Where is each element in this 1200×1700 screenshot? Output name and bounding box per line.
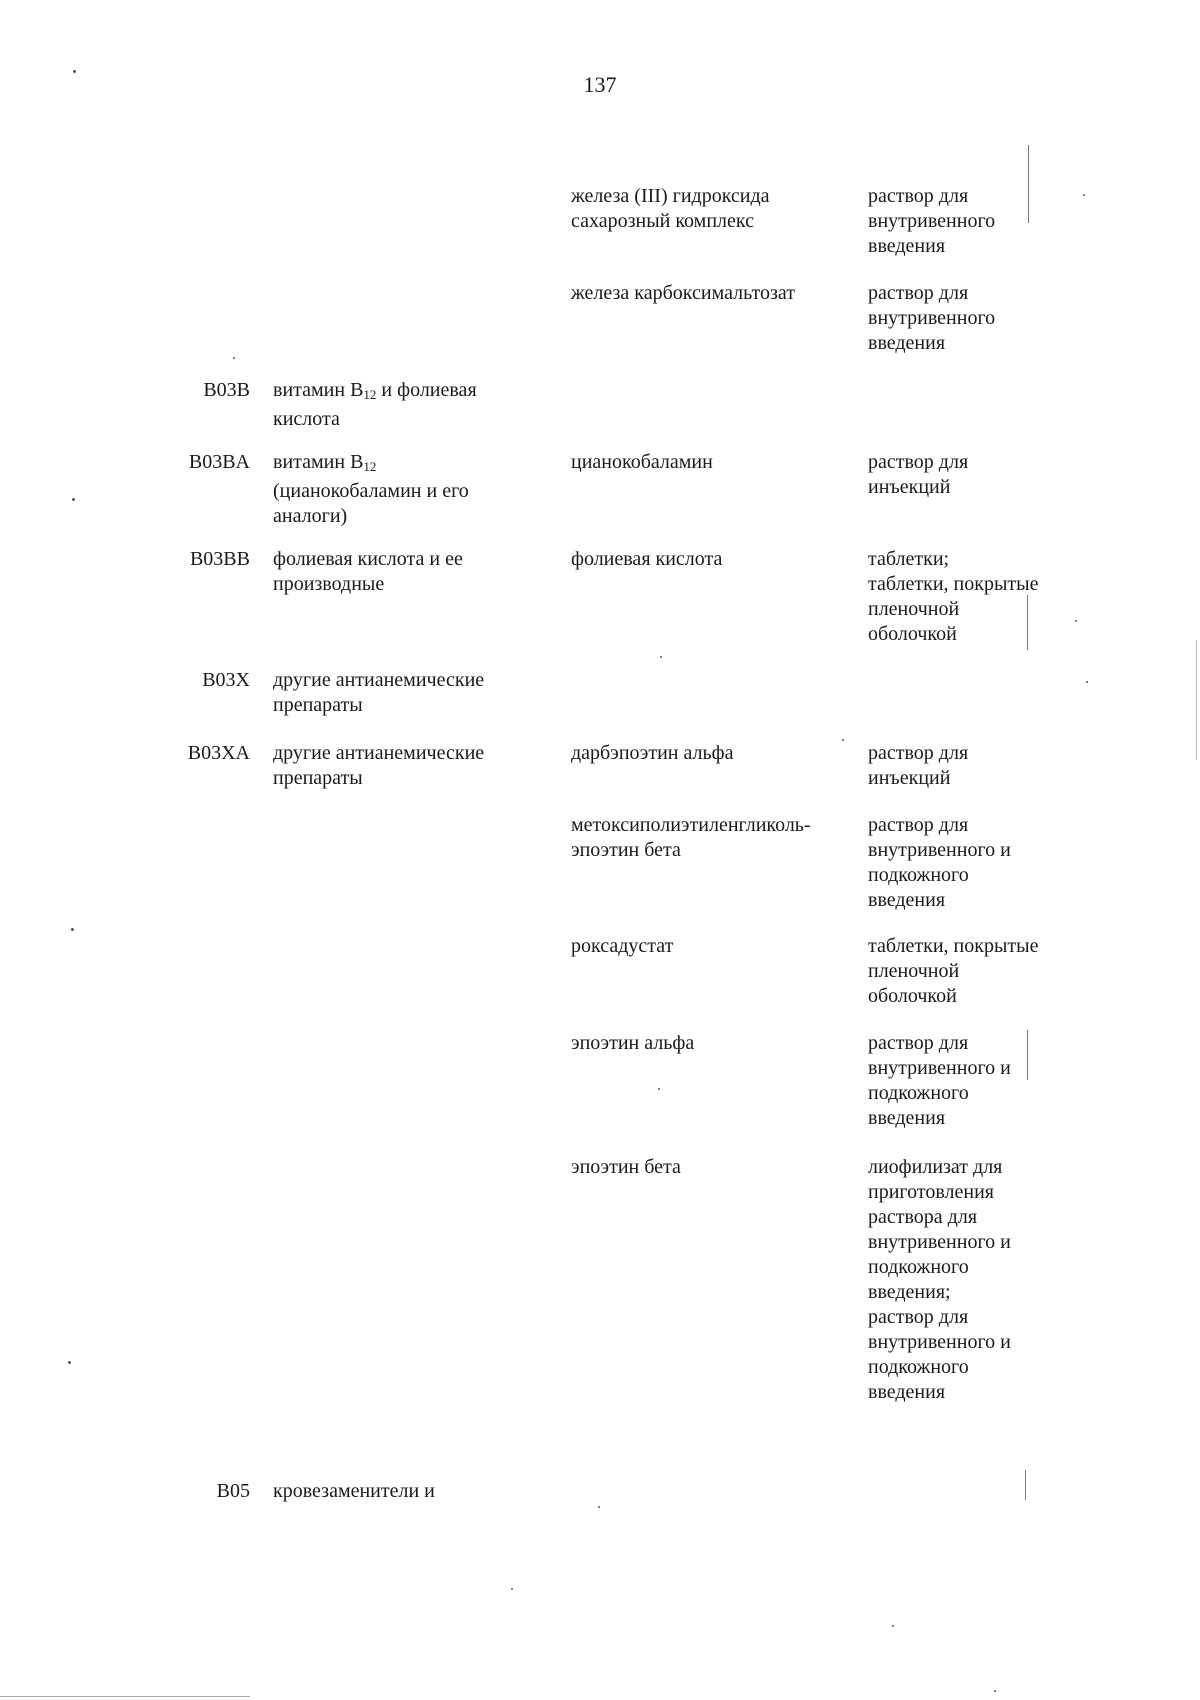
inn-name: железа (III) гидроксида сахарозный комплекс [571, 185, 770, 232]
scan-artifact-line [1196, 640, 1197, 760]
inn-name: цианокобаламин [571, 451, 713, 473]
atc-group-name: витамин $B_{12}$ и фолиевая кислота [273, 379, 477, 430]
scan-speck [660, 656, 662, 658]
atc-code: B03BB [189, 548, 250, 570]
inn-name: дарбэпоэтин альфа [571, 742, 734, 764]
inn-name: эпоэтин бета [571, 1156, 681, 1178]
dosage-form: раствор для внутривенного введения [868, 282, 996, 354]
inn-name: железа карбоксимальтозат [571, 282, 795, 304]
dosage-form: раствор для внутривенного введения [868, 185, 996, 257]
scan-speck [71, 928, 74, 931]
scan-speck [598, 1506, 600, 1508]
atc-group-name: другие антианемические препараты [273, 742, 485, 789]
inn-name: метоксиполиэтиленгликоль- эпоэтин бета [571, 814, 811, 861]
inn-name: роксадустат [571, 935, 674, 957]
atc-code: B03X [202, 669, 250, 691]
dosage-form: раствор для инъекций [868, 451, 969, 498]
scan-artifact-line [1027, 1030, 1028, 1080]
scan-speck [72, 498, 75, 501]
scan-artifact-line [1025, 1470, 1026, 1500]
scan-speck [1086, 681, 1088, 683]
scan-speck [994, 1690, 996, 1692]
dosage-form: таблетки, покрытые пленочной оболочкой [868, 935, 1039, 1007]
scan-speck [1083, 194, 1085, 196]
dosage-form: раствор для внутривенного и подкожного введения [868, 814, 1011, 911]
dosage-form: раствор для внутривенного и подкожного введения [868, 1032, 1011, 1129]
atc-code: B03XA [187, 742, 250, 764]
scan-speck [658, 1088, 660, 1090]
inn-name: фолиевая кислота [571, 548, 723, 570]
scan-artifact-line [1028, 145, 1029, 223]
scan-speck [892, 1625, 894, 1627]
atc-group-name: витамин $B_{12}$ (цианокобаламин и его аналоги) [273, 451, 469, 527]
scan-artifact-line [0, 1696, 250, 1697]
dosage-form: раствор для инъекций [868, 742, 969, 789]
scan-artifact-line [1027, 595, 1028, 650]
atc-code: B03BA [188, 451, 250, 473]
inn-name: эпоэтин альфа [571, 1032, 695, 1054]
page-number: 137 [583, 72, 617, 97]
atc-group-name: кровезаменители и [273, 1480, 435, 1502]
dosage-form: лиофилизат для приготовления раствора для внутривенного и подкожного введения; раствор для внутривенного и подкожного введения [868, 1156, 1011, 1403]
scan-speck [73, 70, 76, 73]
atc-code: B05 [216, 1480, 250, 1502]
scan-speck [511, 1588, 513, 1590]
scan-speck [842, 739, 844, 741]
atc-group-name: другие антианемические препараты [273, 669, 485, 716]
atc-group-name: фолиевая кислота и ее производные [273, 548, 463, 595]
scan-speck [1075, 620, 1077, 622]
atc-code: B03B [203, 379, 250, 401]
scan-speck [68, 1361, 71, 1364]
dosage-form: таблетки; таблетки, покрытые пленочной оболочкой [868, 548, 1039, 645]
scan-speck [233, 357, 235, 359]
